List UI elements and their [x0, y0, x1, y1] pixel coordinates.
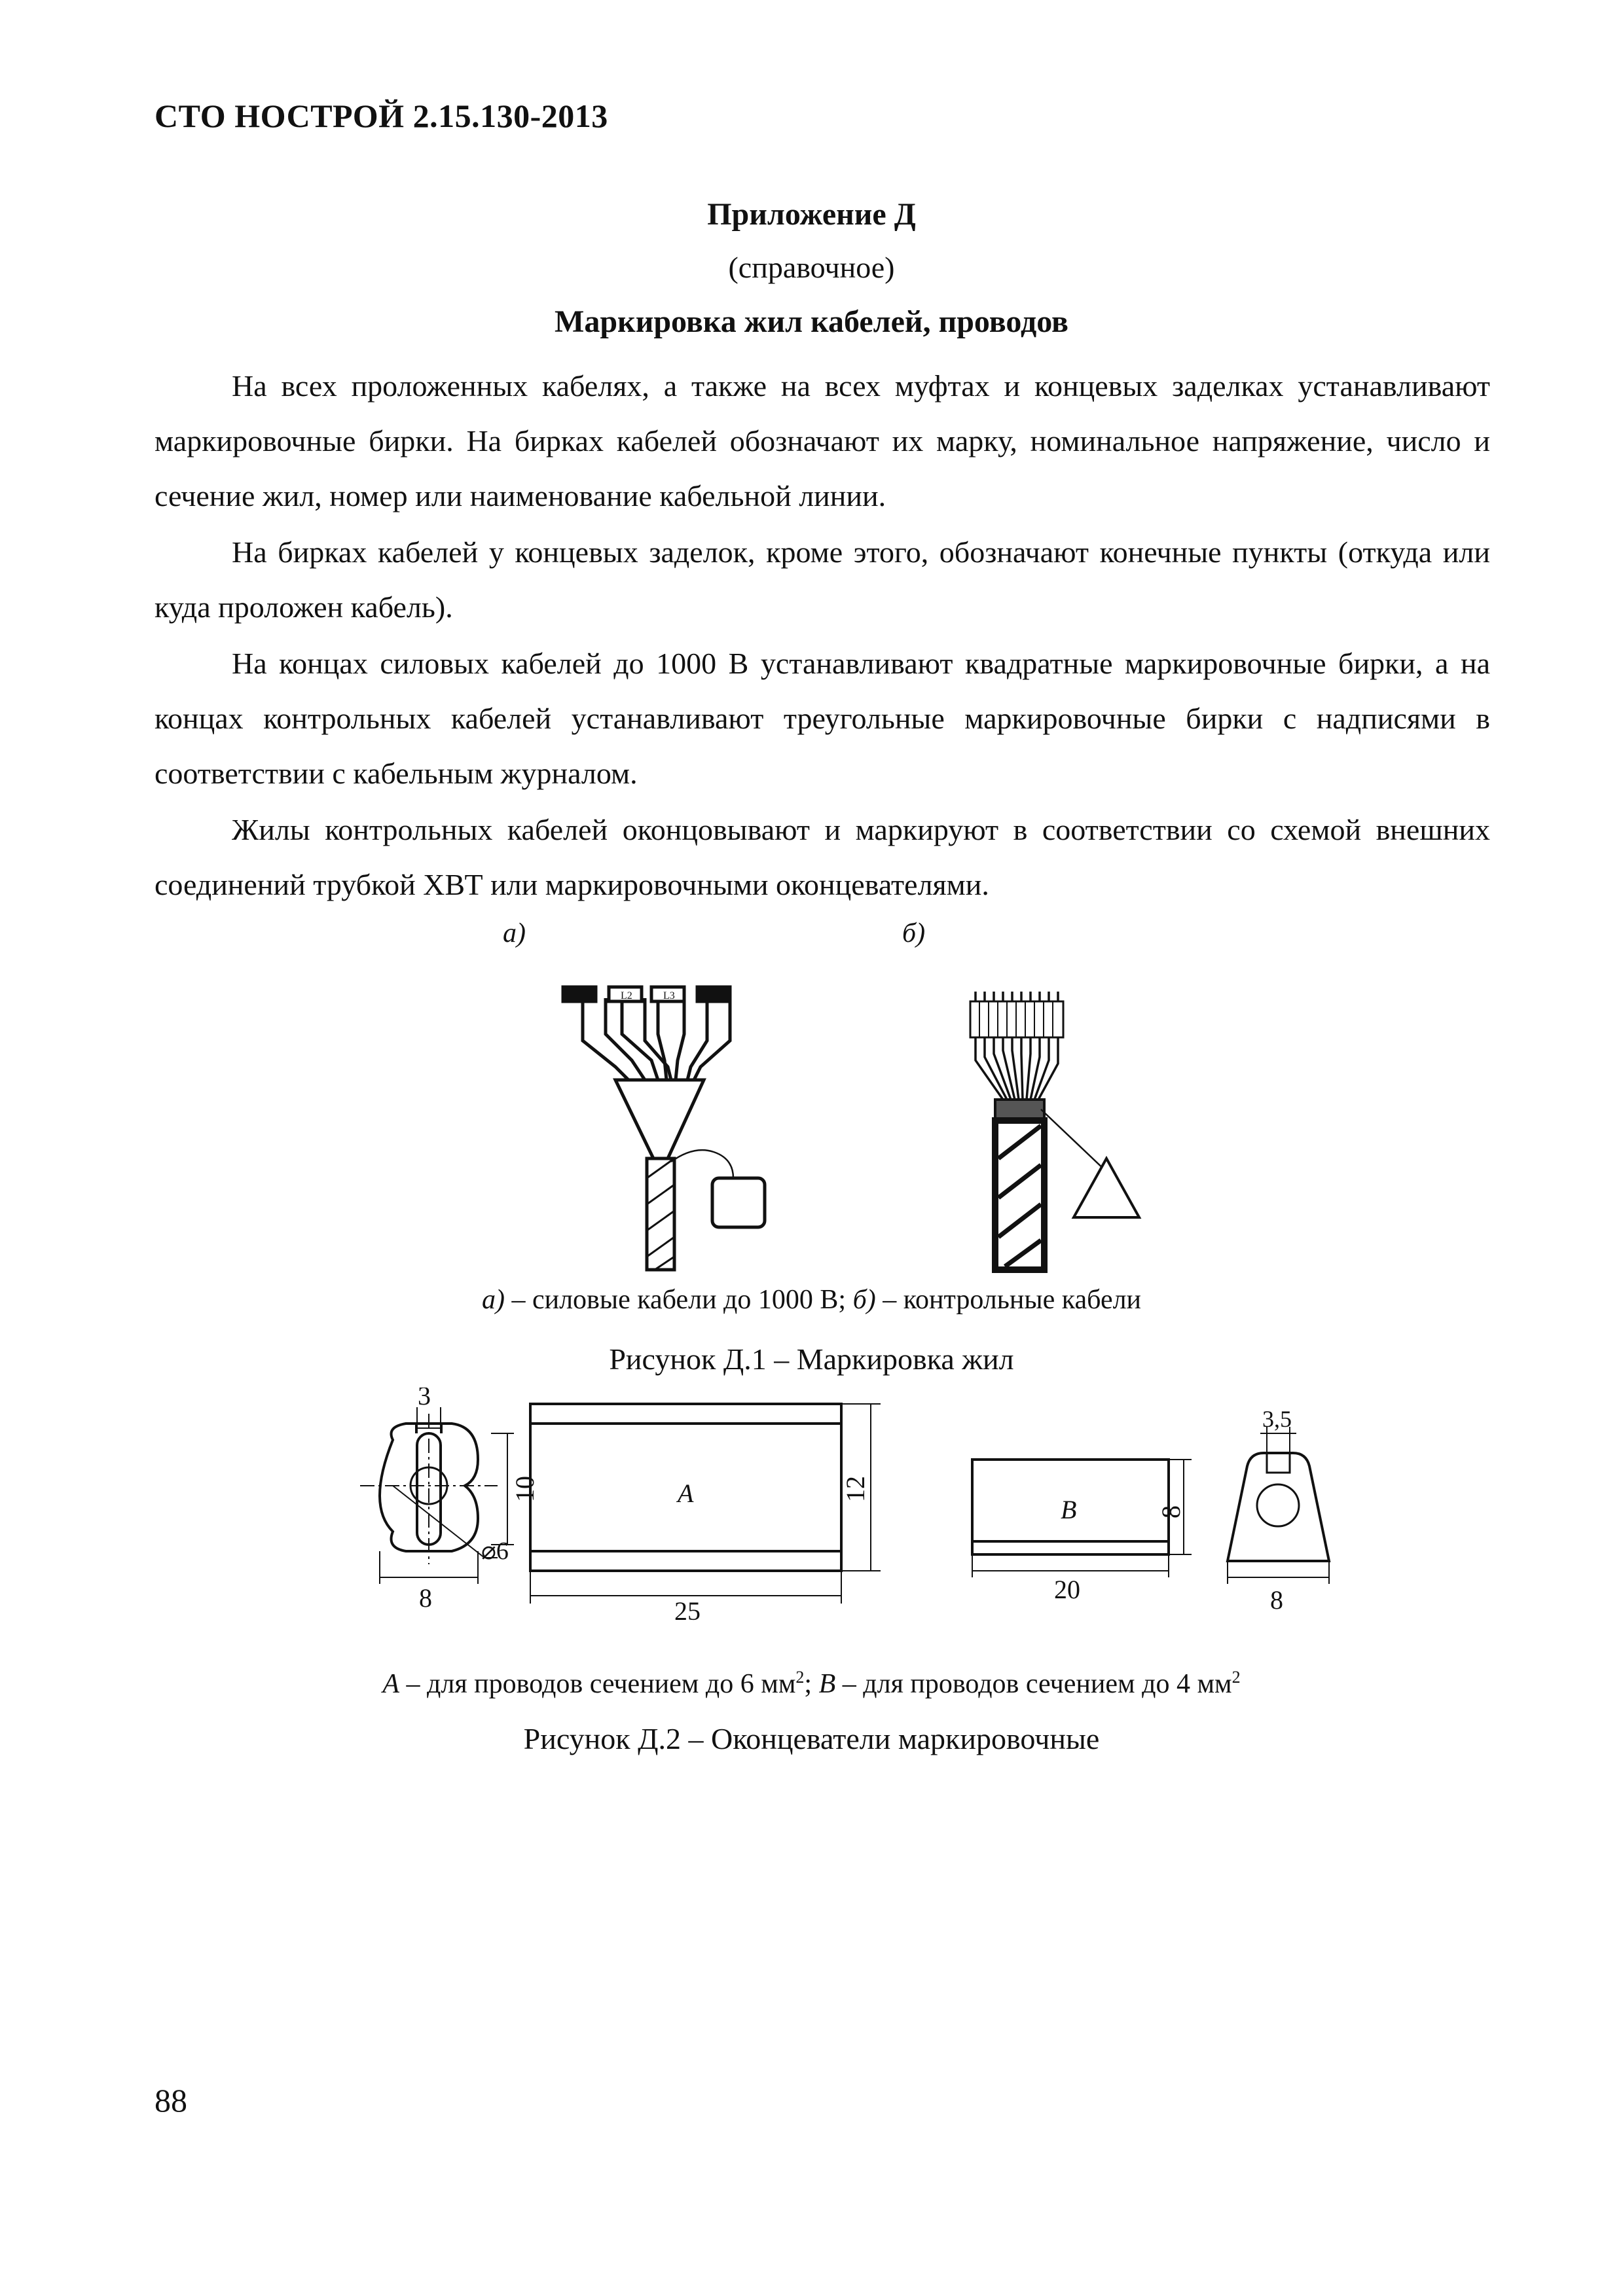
appendix-subtitle: (справочное) — [728, 251, 895, 284]
dim-20: 20 — [1054, 1575, 1080, 1604]
caption-a-text: – силовые кабели до 1000 В; — [504, 1285, 853, 1315]
appendix-title: Приложение Д — [707, 197, 916, 232]
power-cable-marks — [621, 990, 675, 1001]
body-text — [155, 359, 1490, 914]
figure1-drawing — [537, 962, 1192, 1289]
caption-sep: ; — [804, 1669, 819, 1699]
dim-8b: 8 — [1156, 1505, 1186, 1518]
dim-d6: ⌀6 — [481, 1537, 509, 1565]
caption-b-text: – контрольные кабели — [875, 1285, 1142, 1315]
caption-B-sup: 2 — [1231, 1668, 1241, 1687]
page-number: 88 — [155, 2082, 187, 2119]
paragraph-1: На всех проложенных кабелях, а также на всех муфтах и концевых заделках устанавливают маркировочные бирки. На бирках кабелей обозначают их марку, номинальное напряжение, число и сечение жил, номер или наименование кабельной линии. — [155, 369, 1490, 512]
figure2-drawing — [347, 1388, 1368, 1662]
dim-10: 10 — [510, 1476, 539, 1502]
paragraph-4: Жилы контрольных кабелей оконцовывают и маркируют в соответствии со схемой внешних соединений трубкой ХВТ или маркировочными оконцевателями. — [155, 813, 1490, 901]
dim-8c: 8 — [1270, 1585, 1283, 1615]
figure1-label-b: б) — [902, 918, 926, 948]
caption-B-label: В — [818, 1669, 836, 1699]
dim-3-5: 3,5 — [1262, 1406, 1292, 1432]
figure1-label-a: а) — [503, 918, 526, 948]
dim-8a: 8 — [419, 1583, 432, 1613]
dim-12: 12 — [841, 1476, 870, 1502]
figure2-caption — [0, 1668, 1623, 1700]
paragraph-3: На концах силовых кабелей до 1000 В устанавливают квадратные маркировочные бирки, а на концах контрольных кабелей устанавливают треугольные маркировочные бирки с надписями в соответствии с кабельным журналом. — [155, 647, 1490, 790]
terminal-a-drawing — [530, 1404, 881, 1604]
figure1-caption — [0, 1284, 1623, 1316]
caption-A-label: А — [382, 1669, 400, 1699]
label-b: В — [1061, 1495, 1077, 1524]
power-cable-drawing — [563, 987, 765, 1270]
document-code: СТО НОСТРОЙ 2.15.130-2013 — [155, 98, 608, 134]
caption-b-label: б) — [852, 1285, 876, 1315]
caption-B-text: – для проводов сечением до 4 мм — [835, 1669, 1232, 1699]
paragraph-2: На бирках кабелей у концевых заделок, кроме этого, обозначают конечные пункты (откуда или куда проложен кабель). — [155, 535, 1490, 624]
dim-3: 3 — [418, 1388, 431, 1410]
figure1-title: Рисунок Д.1 – Маркировка жил — [609, 1342, 1014, 1376]
control-cable-drawing — [970, 992, 1139, 1270]
caption-a-label: а) — [481, 1285, 505, 1315]
terminal-b-text — [1054, 1495, 1186, 1604]
figure2-title: Рисунок Д.2 – Оконцеватели маркировочные — [523, 1722, 1100, 1755]
label-a: А — [678, 1479, 694, 1508]
tag-mark: L2 — [621, 990, 632, 1001]
caption-A-sup: 2 — [795, 1668, 805, 1687]
tag-mark: L3 — [663, 990, 675, 1001]
caption-A-text: – для проводов сечением до 6 мм — [399, 1669, 796, 1699]
dim-25: 25 — [674, 1596, 701, 1626]
appendix-heading: Маркировка жил кабелей, проводов — [555, 304, 1068, 339]
terminal-b-end-view — [1228, 1427, 1329, 1584]
